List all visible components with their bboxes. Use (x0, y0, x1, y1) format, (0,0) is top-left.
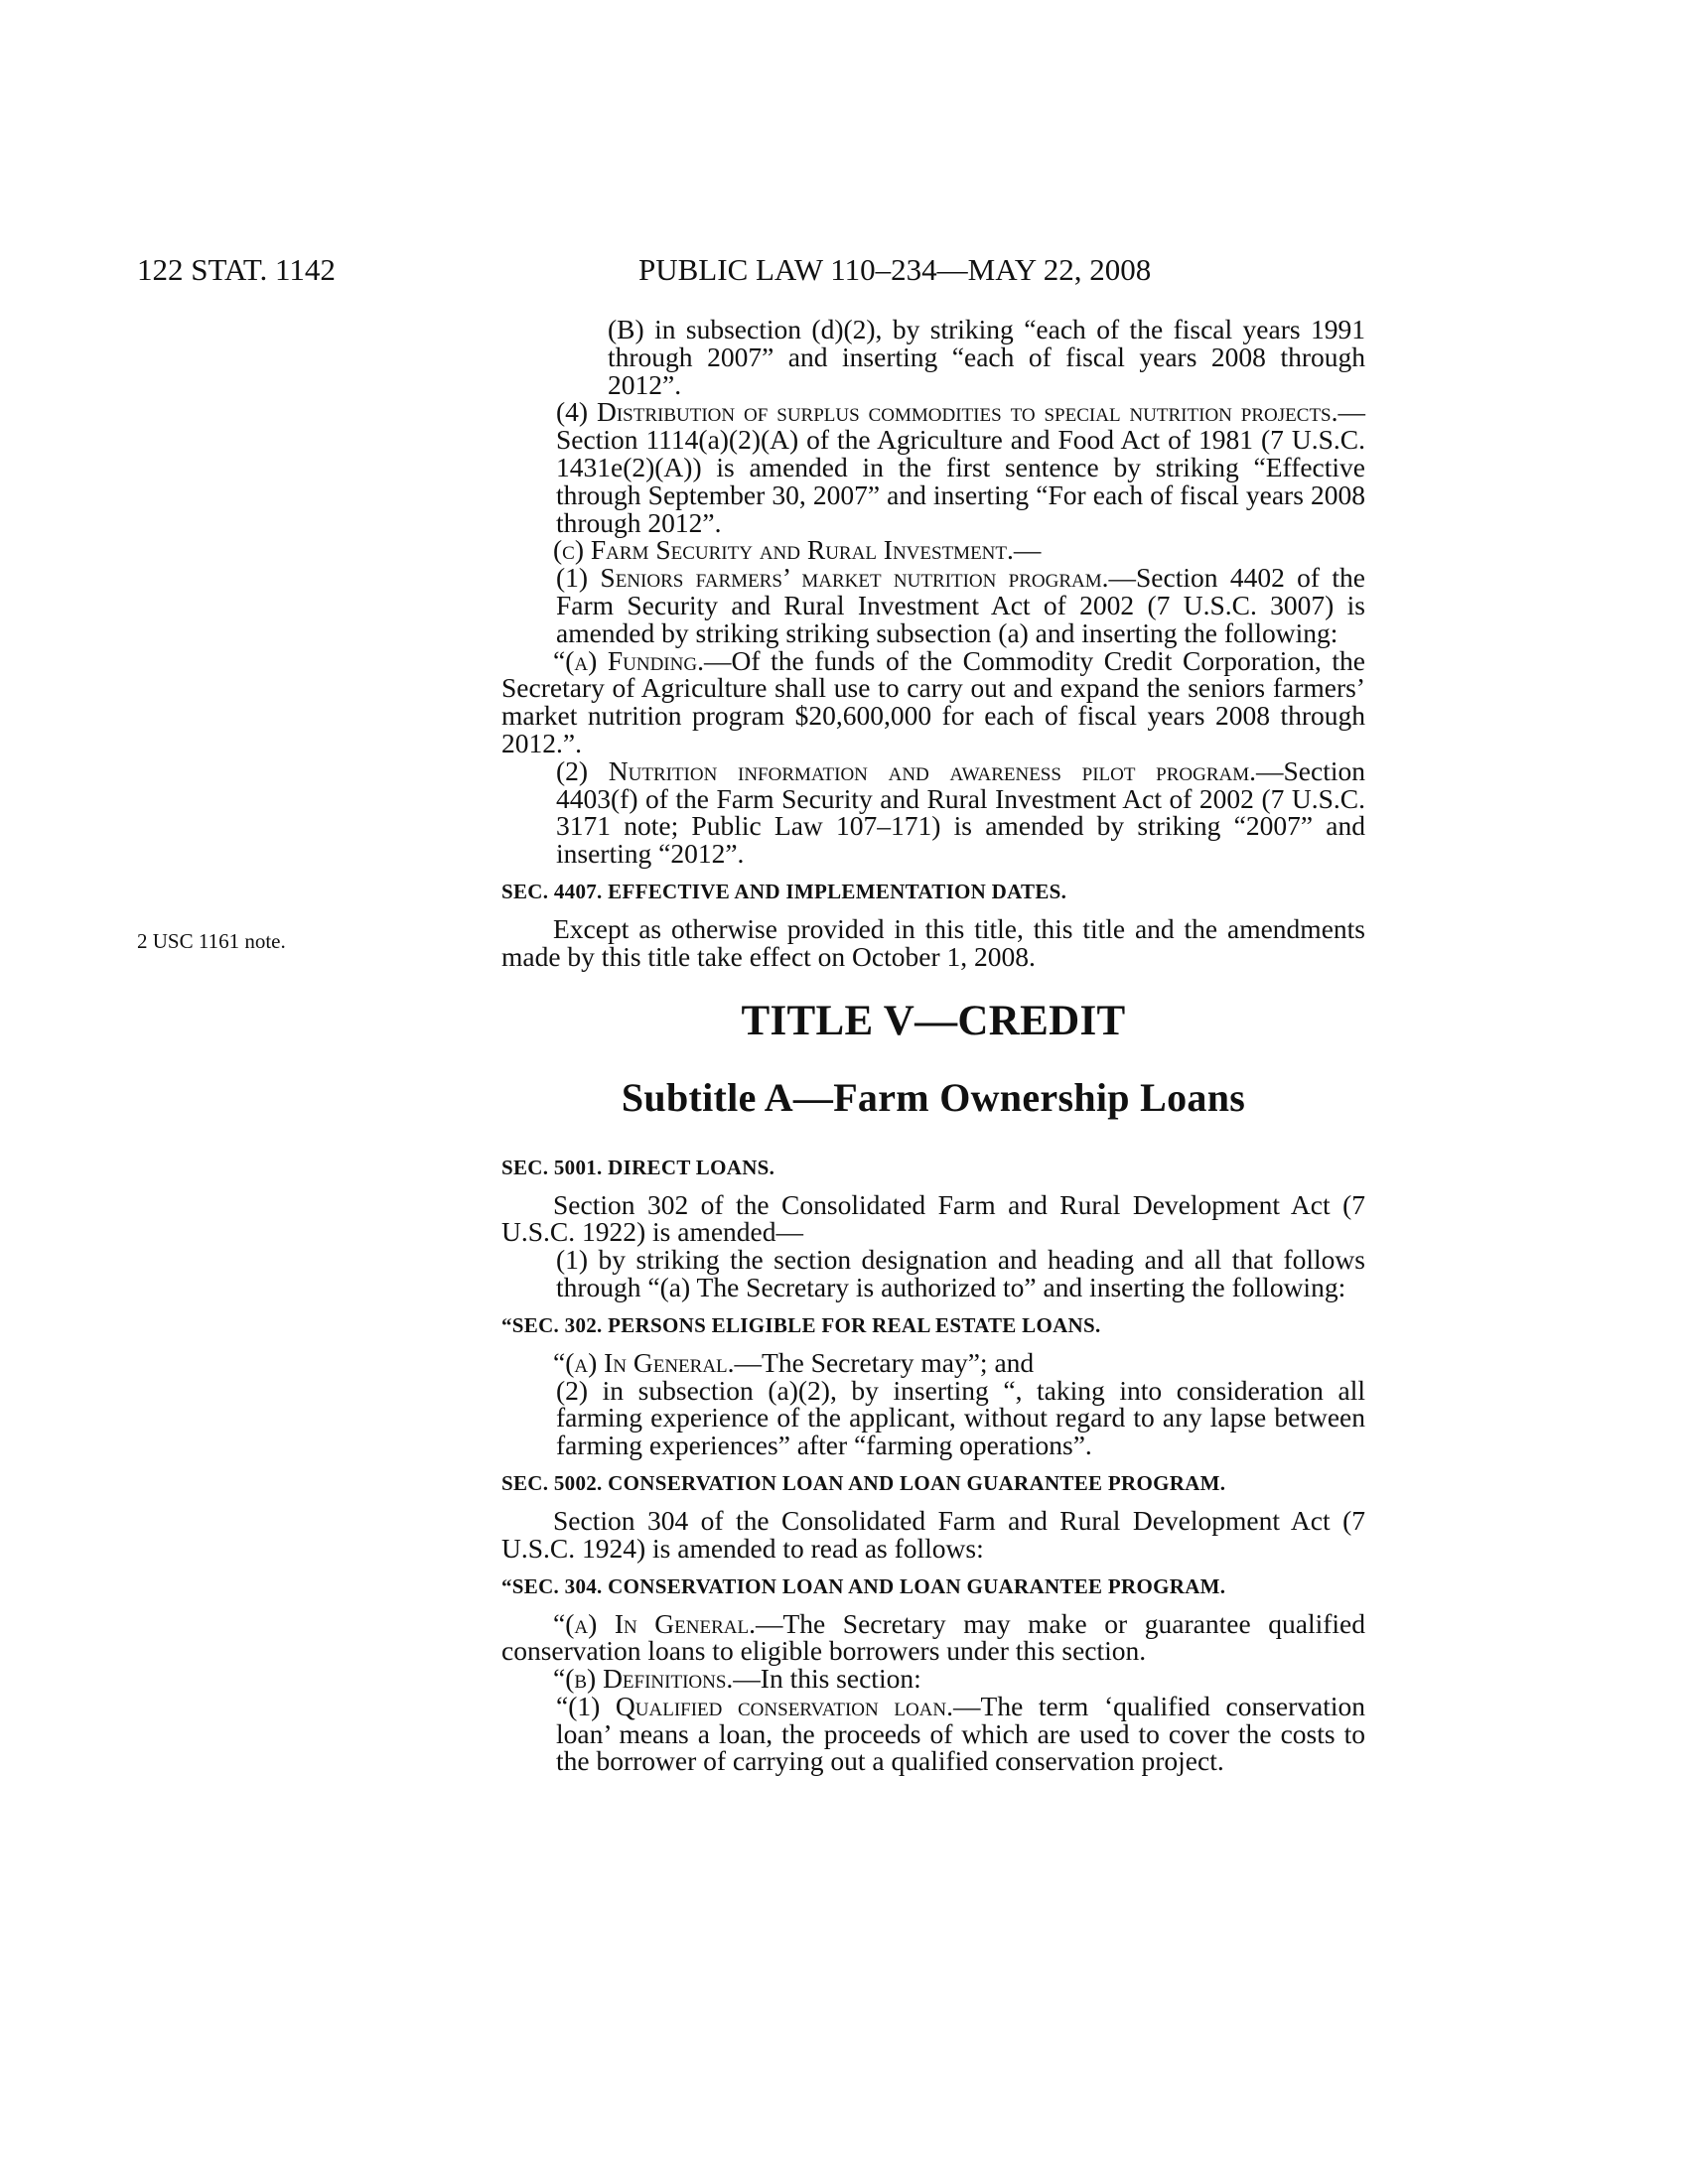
section-5001-item-1: (1) by striking the section designation and heading and all that follows through “(a) The Secretary is authorized to” and inserting the following: (556, 1244, 1365, 1302)
section-5002-heading: SEC. 5002. CONSERVATION LOAN AND LOAN GUARANTEE PROGRAM. (501, 1470, 1226, 1495)
section-304-b-heading: “(b) Definitions. (553, 1663, 734, 1695)
paragraph-c1 (556, 564, 1365, 646)
section-4407-text: Except as otherwise provided in this title, this title and the amendments made by this title take effect on October 1, 2008. (501, 912, 1365, 972)
page-reference: 122 STAT. 1142 (137, 252, 336, 287)
section-304-b1-heading: “(1) Qualified conservation loan. (556, 1690, 954, 1721)
section-302-a-text: —The Secretary may”; and (734, 1346, 1035, 1378)
section-4407-heading: SEC. 4407. EFFECTIVE AND IMPLEMENTATION DATES. (501, 879, 1067, 903)
paragraph-4 (556, 398, 1365, 536)
section-302-heading: “SEC. 302. PERSONS ELIGIBLE FOR REAL ESTATE LOANS. (501, 1312, 1101, 1337)
paragraph-c1-heading: (1) Seniors farmers’ market nutrition program. (556, 562, 1109, 594)
subsection-c-heading (501, 536, 1365, 564)
section-5001-item-2: (2) in subsection (a)(2), by inserting “, taking into consideration all farming experience of the applicant, without regard to any lapse between farming experiences” after “farming operations”. (556, 1374, 1365, 1461)
public-law-reference: PUBLIC LAW 110–234—MAY 22, 2008 (638, 252, 1152, 287)
section-304-a-text: —The Secretary may make or guarantee qualified conservation loans to eligible borrowers under this section. (501, 1607, 1365, 1667)
section-304-b1-text: —The term ‘qualified conservation loan’ means a loan, the proceeds of which are used to cover the costs to the borrower of carrying out a qualified conservation project. (556, 1690, 1365, 1777)
section-304-b1 (556, 1690, 1365, 1777)
paragraph-4-text: —Section 1114(a)(2)(A) of the Agriculture and Food Act of 1981 (7 U.S.C. 1431e(2)(A)) is amended in the first sentence by striking “Effective through September 30, 2007” and inserting “For each of fiscal years 2008 through 2012”. (556, 396, 1365, 538)
running-head (137, 250, 1370, 290)
section-304-b (501, 1665, 1365, 1693)
section-302-a (501, 1346, 1365, 1378)
quoted-funding (501, 644, 1365, 758)
paragraph-b: (B) in subsection (d)(2), by striking “each of the fiscal years 1991 through 2007” and inserting “each of fiscal years 2008 through 2012”. (608, 314, 1365, 400)
document-body (501, 316, 1365, 1775)
paragraph-c2-heading: (2) Nutrition information and awareness pilot program. (556, 754, 1256, 786)
section-5002-text: Section 304 of the Consolidated Farm and Rural Development Act (7 U.S.C. 1924) is amended to read as follows: (501, 1504, 1365, 1564)
quoted-funding-heading: “(a) Funding. (553, 644, 704, 676)
subtitle-heading: Subtitle A—Farm Ownership Loans (621, 1074, 1246, 1120)
title-heading: TITLE V—CREDIT (741, 997, 1126, 1044)
section-302-a-heading: “(a) In General. (553, 1346, 735, 1378)
paragraph-c2 (556, 754, 1365, 870)
section-304-b-text: —In this section: (733, 1663, 921, 1695)
margin-note: 2 USC 1161 note. (137, 929, 286, 953)
subsection-c-title: (c) Farm Security and Rural Investment.— (553, 534, 1042, 566)
section-304-a-heading: “(a) In General. (553, 1607, 756, 1639)
section-5001-text: Section 302 of the Consolidated Farm and Rural Development Act (7 U.S.C. 1922) is amended— (501, 1188, 1365, 1248)
section-304-heading: “SEC. 304. CONSERVATION LOAN AND LOAN GUARANTEE PROGRAM. (501, 1573, 1226, 1598)
quoted-funding-text: —Of the funds of the Commodity Credit Corporation, the Secretary of Agriculture shall use to carry out and expand the seniors farmers’ market nutrition program $20,600,000 for each of fiscal years 2008 through 2012.”. (501, 644, 1365, 758)
section-5001-heading: SEC. 5001. DIRECT LOANS. (501, 1155, 775, 1179)
paragraph-c2-text: —Section 4403(f) of the Farm Security and Rural Investment Act of 2002 (7 U.S.C. 3171 note; Public Law 107–171) is amended by striking “2007” and inserting “2012”. (556, 754, 1365, 870)
section-304-a (501, 1607, 1365, 1667)
paragraph-c1-text: —Section 4402 of the Farm Security and Rural Investment Act of 2002 (7 U.S.C. 3007) is amended by striking striking subsection (a) and inserting the following: (556, 562, 1365, 648)
paragraph-4-heading: (4) Distribution of surplus commodities to special nutrition projects. (556, 396, 1338, 428)
